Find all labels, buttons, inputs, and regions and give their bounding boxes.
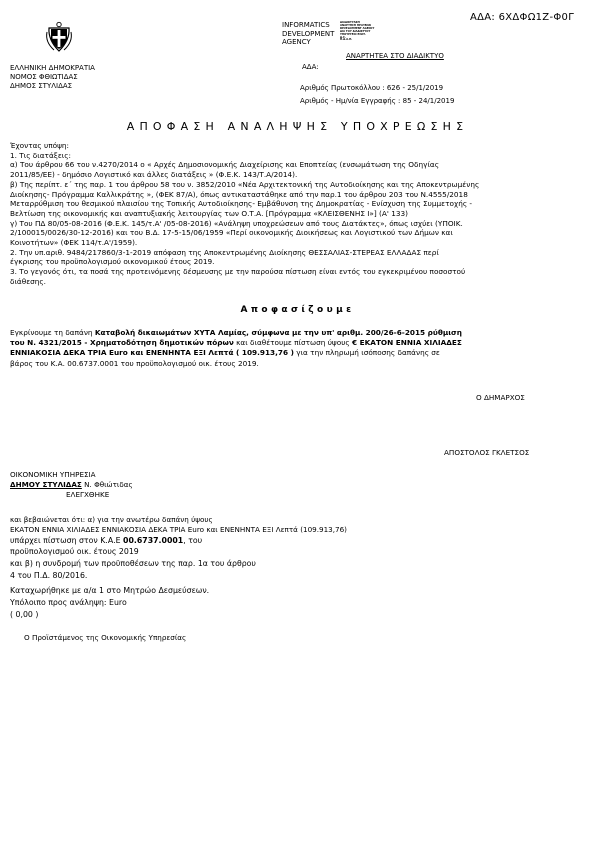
considering-line: α) Του άρθρου 66 του ν.4270/2014 ο « Αρχές Δημοσιονομικής Διαχείρισης και Εποπτείας (ενσωμάτωση της Οδηγίας: [10, 160, 440, 170]
approval-line: [10, 338, 586, 348]
approval-line: [10, 328, 586, 338]
head-finance-title: Ο Προϊστάμενος της Οικονομικής Υπηρεσίας: [24, 633, 187, 642]
header-municipality: ΔΗΜΟΣ ΣΤΥΛΙΔΑΣ: [10, 82, 73, 90]
approval-text: για την πληρωμή ισόποσης δαπάνης σε: [293, 348, 440, 358]
ida-logo-line: ΔΙΑ ΤΟΥ ΔΙΑΔΙΚΤΥΟΥ: [340, 29, 371, 33]
certify-line: ΕΚΑΤΟΝ ΕΝΝΙΑ ΧΙΛΙΑΔΕΣ ΕΝΝΙΑΚΟΣΙΑ ΔΕΚΑ ΤΡΙΑ Euro και ΕΝΕΝΗΝΤΑ ΕΞΙ Λεπτά (109.913,76): [10, 525, 347, 534]
ida-logo-line: Δ.Σ.: [340, 35, 346, 39]
decision-heading: Αποφασίζουμε: [240, 305, 355, 315]
considering-line: έγκρισης του προϋπολογισμού οικονομικού έτους 2019.: [10, 257, 215, 267]
ida-logo-word-2: DEVELOPMENT: [282, 29, 335, 38]
greek-emblem-icon: [44, 20, 74, 58]
approval-expense-description: Καταβολή δικαιωμάτων ΧΥΤΑ Λαμίας, σύμφωνα με την υπ' αριθμ. 200/26-6-2015 ρύθμιση: [94, 328, 462, 337]
ada-code: ΑΔΑ: 6ΧΔΦΩ1Ζ-Φ0Γ: [470, 12, 575, 23]
approval-amount-figure: ΕΝΝΙΑΚΟΣΙΑ ΔΕΚΑ ΤΡΙΑ Euro και ΕΝΕΝΗΝΤΑ ΕΞΙ Λεπτά ( 109.913,76 ): [10, 348, 294, 358]
protocol-number: Αριθμός Πρωτοκόλλου : 626 - 25/1/2019: [300, 84, 444, 92]
considering-line: γ) Του ΠΔ 80/05-08-2016 (Φ.Ε.Κ. 145/τ.Α' /05-08-2016) «Ανάληψη υποχρεώσεων από τους Διατάκτες», όπως ισχύει (ΥΠΟΙΚ.: [10, 218, 463, 228]
considering-line: διάθεσης.: [10, 276, 47, 286]
certify-line: 4 του Π.Δ. 80/2016.: [10, 571, 88, 580]
considering-line: 3. Το γεγονός ότι, τα ποσά της προτεινόμενης δέσμευσης με την παρούσα πίστωση είναι εντός του εγκεκριμένου ποσοστού: [10, 267, 466, 277]
finance-municipality: [10, 480, 133, 490]
considering-line: 2/100015/0026/30-12-2016) και του Β.Δ. 17-5-15/06/1959 «Περί οικονομικής Διοικήσεως και Λογιστικού των Δήμων και: [10, 228, 453, 238]
ida-logo-line: ΑΝΑΡΤΗΣΗ ΠΡΑΞΕΩΝ: [340, 23, 371, 27]
certify-remaining: ( 0,00 ): [10, 610, 39, 619]
mayor-title: Ο ΔΗΜΑΡΧΟΣ: [476, 393, 525, 402]
ida-logo-line: DEVELOPMENT AGENCY: [340, 26, 375, 30]
finance-service: ΟΙΚΟΝΟΜΙΚΗ ΥΠΗΡΕΣΙΑ: [10, 470, 96, 479]
considering-line: Διοίκησης- Πρόγραμμα Καλλικράτης », (ΦΕΚ 87/Α), όπως αντικαταστάθηκε από την παρ.1 του άρθρου 203 του Ν.4555/2018: [10, 189, 468, 199]
mayor-name: ΑΠΟΣΤΟΛΟΣ ΓΚΛΕΤΣΟΣ: [444, 448, 530, 457]
registry-number: Αριθμός - Ημ/νία Εγγραφής : 85 - 24/1/2019: [300, 97, 455, 105]
ida-logo-small-lines: [340, 22, 374, 42]
header-prefecture: ΝΟΜΟΣ ΦΘΙΩΤΙΔΑΣ: [10, 73, 78, 81]
ida-logo-line: Π.Δ.Α.Π.: [340, 38, 353, 42]
certify-text: υπάρχει πίστωση στον Κ.Α.Ε: [10, 536, 124, 545]
certify-line: προϋπολογισμού οικ. έτους 2019: [10, 547, 139, 556]
ada-label: ΑΔΑ:: [302, 63, 319, 71]
considering-line: Έχοντας υπόψη:: [10, 141, 69, 150]
ida-logo-word-1: INFORMATICS: [282, 21, 330, 29]
approval-law: του Ν. 4321/2015 - Χρηματοδότηση δημοτικών πόρων: [10, 338, 234, 348]
approval-text: και διαθέτουμε πίστωση ύψους: [233, 338, 353, 348]
considering-line: Κοινοτήτων» (ΦΕΚ 114/τ.Α'/1959).: [10, 238, 138, 248]
document-title: ΑΠΟΦΑΣΗ ΑΝΑΛΗΨΗΣ ΥΠΟΧΡΕΩΣΗΣ: [126, 120, 469, 133]
considering-line: 1. Τις διατάξεις:: [10, 150, 71, 160]
certify-account-code: 00.6737.0001: [123, 536, 184, 545]
certify-line: και β) η συνδρομή των προϋποθέσεων της παρ. 1α του άρθρου: [10, 559, 256, 568]
certify-line: Καταχωρήθηκε με α/α 1 στο Μητρώο Δεσμεύσεων.: [10, 586, 210, 595]
approval-text: Εγκρίνουμε τη δαπάνη: [10, 328, 95, 337]
ida-logo-line: ΔΙΑΔΙΚΤΥΑΚΗ: [340, 21, 360, 24]
considering-line: Βελτίωση της οικονομικής και αναπτυξιακής λειτουργίας των Ο.Τ.Α. [Πρόγραμμα «ΚΛΕΙΣΘΕΝΗΣ Ι»] (Α' 133): [10, 208, 408, 218]
ida-logo: [282, 21, 334, 47]
considering-line: 2. Την υπ.αριθ. 9484/217860/3-1-2019 απόφαση της Αποκεντρωμένης Διοίκησης ΘΕΣΣΑΛΙΑΣ-ΣΤΕΡΕΑΣ ΕΛΛΑΔΑΣ περί: [10, 247, 439, 257]
certify-line: Υπόλοιπο προς ανάληψη: Euro: [10, 598, 127, 607]
approval-line: βάρος του Κ.Α. 00.6737.0001 του προϋπολογισμού οικ. έτους 2019.: [10, 358, 259, 368]
considering-line: 2011/85/ΕΕ) - δημόσιο Λογιστικό και άλλες διατάξεις » (Φ.Ε.Κ. 143/Τ.Α/2014).: [10, 170, 298, 180]
approval-line: [10, 348, 586, 358]
considering-line: Μεταρρύθμιση του θεσμικού πλαισίου της Τοπικής Αυτοδιοίκησης- Εμβάθυνση της Δημοκρατίας - Ενίσχυση της Συμμετοχής -: [10, 199, 473, 209]
finance-municipality-name: ΔΗΜΟΥ ΣΤΥΛΙΔΑΣ: [10, 480, 82, 489]
ida-logo-word-3: AGENCY: [282, 38, 311, 47]
checked-label: ΕΛΕΓΧΘΗΚΕ: [66, 490, 110, 499]
considering-line: β) Της περίπτ. ε΄ της παρ. 1 του άρθρου 58 του ν. 3852/2010 «Νέα Αρχιτεκτονική της Αυτοδιοίκησης και της Αποκεντρωμένης: [10, 179, 480, 189]
ida-logo-line: ΥΠΟΥΡΓΕΙΟ ΕΣΩΤ.: [340, 32, 367, 36]
certify-line: και βεβαιώνεται ότι: α) για την ανωτέρω δαπάνη ύψους: [10, 515, 213, 524]
header-republic: ΕΛΛΗΝΙΚΗ ΔΗΜΟΚΡΑΤΙΑ: [10, 64, 95, 72]
considering-section: [10, 141, 586, 287]
certify-text: , του: [183, 536, 203, 545]
approval-paragraph: [10, 328, 586, 369]
posted-online-label: ΑΝΑΡΤΗΤΕΑ ΣΤΟ ΔΙΑΔΙΚΤΥΟ: [346, 52, 444, 60]
finance-prefecture: Ν. Φθιώτιδας: [81, 480, 133, 489]
certify-line: [10, 536, 202, 546]
approval-amount-words: € ΕΚΑΤΟΝ ΕΝΝΙΑ ΧΙΛΙΑΔΕΣ: [352, 338, 462, 348]
